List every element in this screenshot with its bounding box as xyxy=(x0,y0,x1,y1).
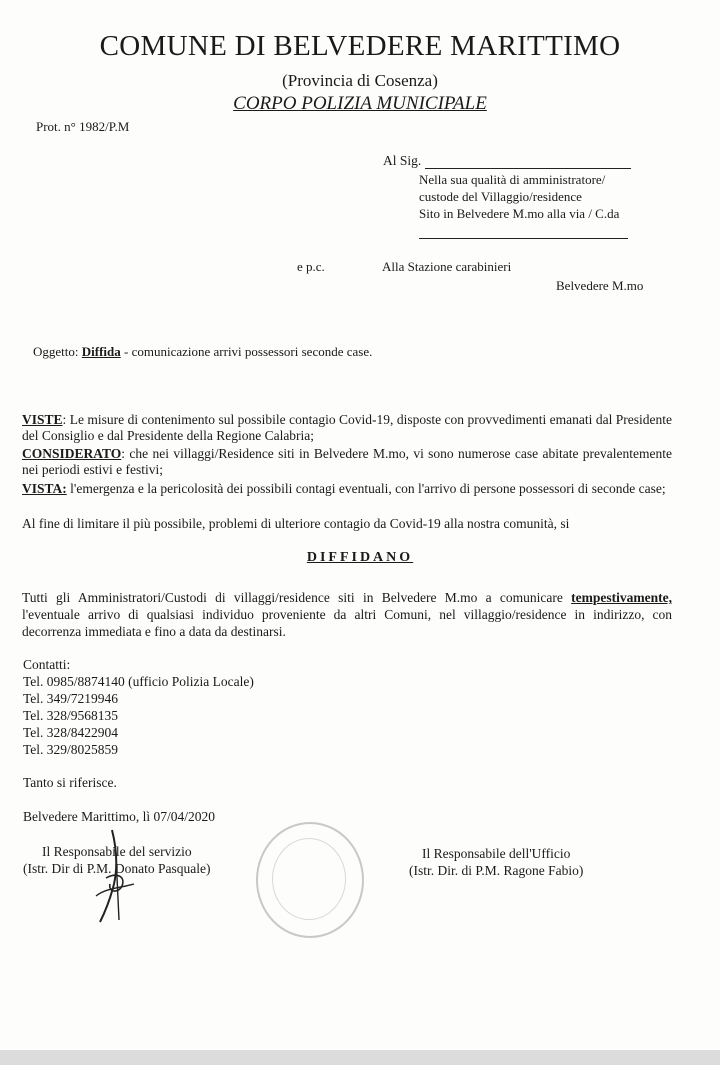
purpose-paragraph: Al fine di limitare il più possibile, problemi di ulteriore contagio da Covid-19 alla nostra comunità, si xyxy=(22,516,570,531)
viste-text: : Le misure di contenimento sul possibile contagio Covid-19, disposte con provvedimenti emanati dal Presidente del Consiglio e dal Presidente della Regione Calabria; xyxy=(22,412,672,443)
viste-paragraph xyxy=(22,412,672,444)
right-signatory-title: Il Responsabile dell'Ufficio xyxy=(422,846,571,861)
cc-label: e p.c. xyxy=(297,259,325,274)
contact-phone: Tel. 349/7219946 xyxy=(23,691,119,706)
contact-phone: Tel. 0985/8874140 (ufficio Polizia Locale) xyxy=(23,674,254,689)
recipient-line-3: Sito in Belvedere M.mo alla via / C.da xyxy=(419,206,620,221)
subject-label: Oggetto: xyxy=(33,344,79,359)
recipient-address-line xyxy=(419,238,628,239)
official-stamp xyxy=(256,822,364,938)
corps-subtitle: CORPO POLIZIA MUNICIPALE xyxy=(233,93,487,114)
vista-paragraph xyxy=(22,481,672,497)
closing-remark: Tanto si riferisce. xyxy=(23,775,117,790)
contact-phone: Tel. 328/9568135 xyxy=(23,708,119,723)
recipient-line-1: Nella sua qualità di amministratore/ xyxy=(419,172,606,187)
subject-line xyxy=(33,344,372,360)
order-text-start: Tutti gli Amministratori/Custodi di villaggi/residence siti in Belvedere M.mo a comunicare xyxy=(22,590,572,605)
contacts-label: Contatti: xyxy=(23,657,71,672)
considerato-paragraph xyxy=(22,446,672,478)
screen-bottom-band xyxy=(0,1050,720,1065)
vista-text: l'emergenza e la pericolosità dei possibili contagi eventuali, con l'arrivo di persone possessori di seconde case; xyxy=(66,481,666,496)
recipient-name-line xyxy=(425,168,631,169)
vista-label: VISTA: xyxy=(22,481,67,496)
considerato-label: CONSIDERATO xyxy=(22,446,122,461)
left-signatory-title: Il Responsabile del servizio xyxy=(42,844,192,859)
contact-phone: Tel. 328/8422904 xyxy=(23,725,119,740)
order-text-end: l'eventuale arrivo di qualsiasi individuo proveniente da altri Comuni, nel villaggio/residence in indirizzo, con decorrenza immediata e fino a data da destinarsi. xyxy=(22,607,672,639)
recipient-salutation: Al Sig. xyxy=(383,153,422,168)
right-signatory-name: (Istr. Dir. di P.M. Ragone Fabio) xyxy=(409,863,584,878)
contact-phone: Tel. 329/8025859 xyxy=(23,742,119,757)
handwritten-signature xyxy=(86,826,144,926)
document-title: COMUNE DI BELVEDERE MARITTIMO xyxy=(99,30,621,62)
place-date: Belvedere Marittimo, lì 07/04/2020 xyxy=(23,809,215,824)
cc-recipient-place: Belvedere M.mo xyxy=(556,278,644,293)
diffidano-heading: DIFFIDANO xyxy=(306,550,414,565)
province-subtitle: (Provincia di Cosenza) xyxy=(282,71,438,90)
viste-label: VISTE xyxy=(22,412,63,427)
left-signatory-name: (Istr. Dir di P.M. Donato Pasquale) xyxy=(23,861,211,876)
subject-text: - comunicazione arrivi possessori seconde case. xyxy=(120,344,373,359)
order-emphasis: tempestivamente, xyxy=(571,590,672,605)
order-paragraph xyxy=(22,589,672,640)
considerato-text: : che nei villaggi/Residence siti in Belvedere M.mo, vi sono numerose case abitate prevalentemente nei periodi estivi e festivi; xyxy=(22,446,672,477)
stamp-inner-ring xyxy=(272,838,346,920)
recipient-line-2: custode del Villaggio/residence xyxy=(419,189,582,204)
cc-recipient: Alla Stazione carabinieri xyxy=(382,259,512,274)
subject-keyword: Diffida xyxy=(81,344,121,359)
protocol-number: Prot. n° 1982/P.M xyxy=(36,119,130,134)
